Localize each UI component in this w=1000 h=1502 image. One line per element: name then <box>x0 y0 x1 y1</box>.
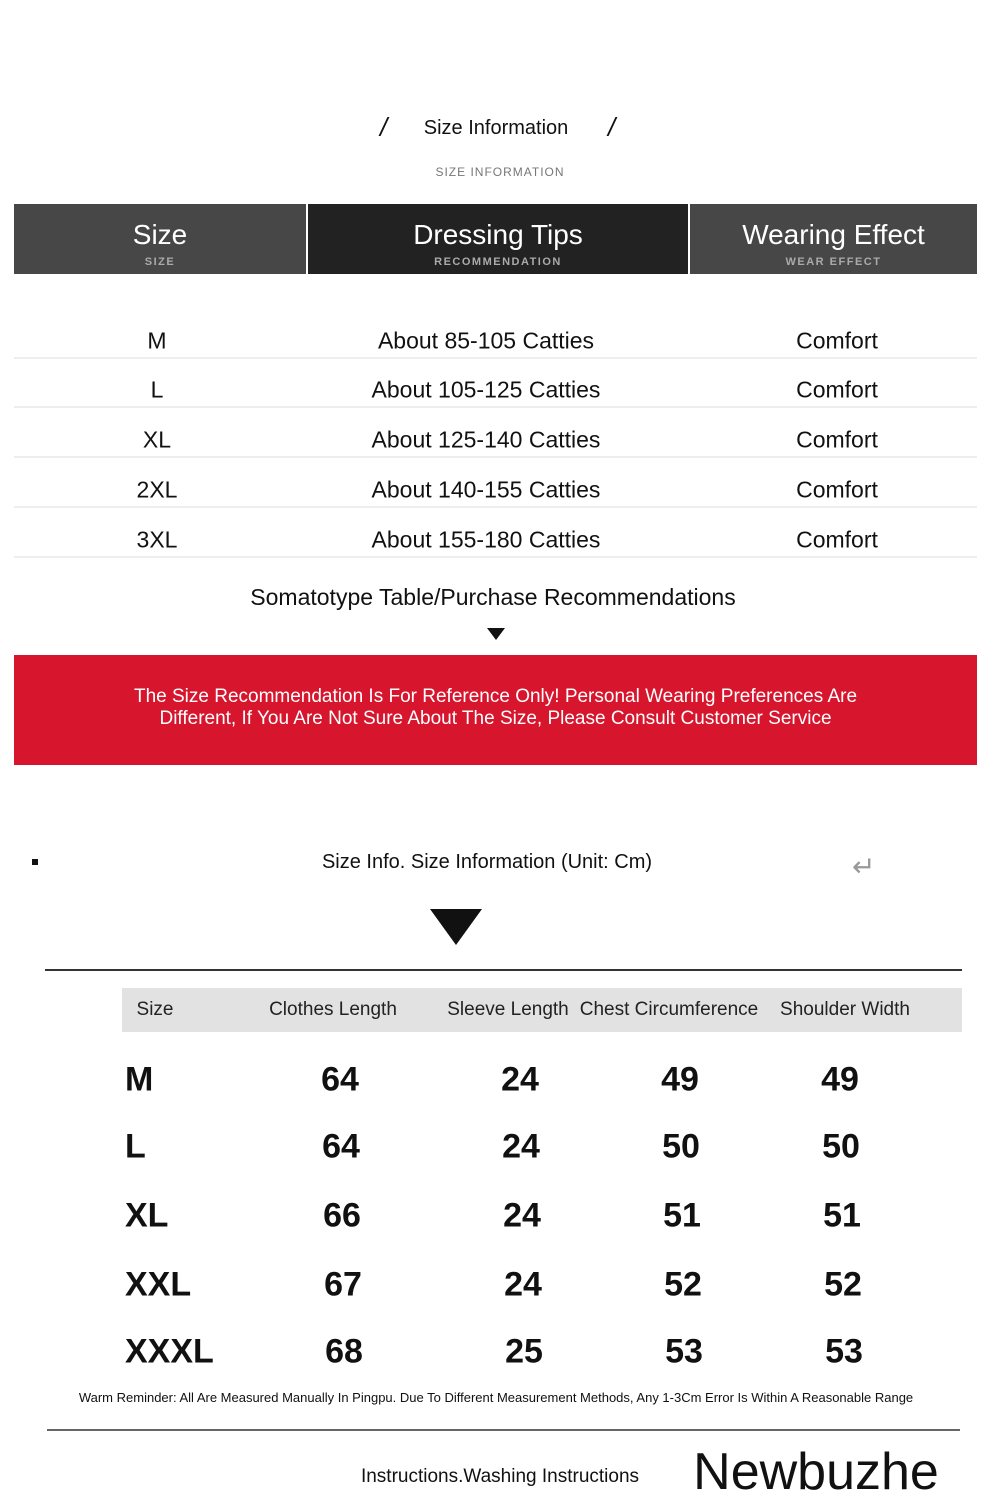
effect-cell: Comfort <box>796 376 878 403</box>
washing-instructions: Instructions.Washing Instructions <box>360 1466 640 1487</box>
measurement-cell: 25 <box>505 1332 543 1371</box>
brand-logo: Newbuzhe <box>693 1443 939 1501</box>
measurement-cell: 68 <box>325 1332 363 1371</box>
size-cell: L <box>150 376 164 403</box>
measurement-cell: 24 <box>502 1127 540 1166</box>
size-cell: M <box>147 327 167 354</box>
effect-cell: Comfort <box>796 476 878 503</box>
size-cell: XXXL <box>125 1332 214 1371</box>
return-arrow-icon: ↵ <box>852 851 876 882</box>
measurement-cell: 51 <box>663 1196 701 1235</box>
effect-cell: Comfort <box>796 327 878 354</box>
bullet-icon <box>32 859 38 865</box>
measurement-cell: 64 <box>321 1060 359 1099</box>
measurement-cell: 64 <box>322 1127 360 1166</box>
measurement-cell: 49 <box>661 1060 699 1099</box>
measurement-cell: 53 <box>665 1332 703 1371</box>
measurement-cell: 52 <box>664 1265 702 1304</box>
measurement-cell: 53 <box>825 1332 863 1371</box>
slash-decoration: / <box>608 112 616 142</box>
divider <box>45 969 962 971</box>
measurement-cell: 66 <box>323 1196 361 1235</box>
row-divider <box>14 357 977 359</box>
tip-cell: About 155-180 Catties <box>371 526 601 553</box>
measurements-title: Size Info. Size Information (Unit: Cm) <box>321 851 653 873</box>
measurement-cell: 49 <box>821 1060 859 1099</box>
size-cell: 2XL <box>136 476 178 503</box>
measurement-cell: 24 <box>504 1265 542 1304</box>
size-cell: XXL <box>125 1265 192 1304</box>
size-cell: XL <box>142 426 172 453</box>
measurement-cell: 52 <box>824 1265 862 1304</box>
header-dressing-tips: Dressing Tips RECOMMENDATION <box>308 204 688 274</box>
col-sleeve-length: Sleeve Length <box>447 999 569 1020</box>
col-shoulder: Shoulder Width <box>780 999 910 1020</box>
row-divider <box>14 456 977 458</box>
section-title: Size Information <box>423 117 569 139</box>
effect-cell: Comfort <box>796 426 878 453</box>
row-divider <box>14 506 977 508</box>
header-wearing-effect: Wearing Effect WEAR EFFECT <box>690 204 977 274</box>
size-cell: 3XL <box>136 526 178 553</box>
section-subtitle: SIZE INFORMATION <box>435 165 565 179</box>
tip-cell: About 85-105 Catties <box>377 327 595 354</box>
row-divider <box>14 556 977 558</box>
size-cell: L <box>125 1127 146 1166</box>
down-triangle-icon <box>430 909 482 945</box>
reference-banner: The Size Recommendation Is For Reference Only! Personal Wearing Preferences Are Different, If You Are Not Sure About The Size, Please Consult Customer Service <box>14 655 977 765</box>
col-size: Size <box>136 999 174 1020</box>
slash-decoration: / <box>380 112 388 142</box>
size-cell: M <box>125 1060 154 1099</box>
measurement-cell: 24 <box>501 1060 539 1099</box>
tip-cell: About 140-155 Catties <box>371 476 601 503</box>
tip-cell: About 105-125 Catties <box>371 376 601 403</box>
row-divider <box>14 406 977 408</box>
tip-cell: About 125-140 Catties <box>371 426 601 453</box>
measurement-cell: 67 <box>324 1265 362 1304</box>
measurement-cell: 51 <box>823 1196 861 1235</box>
down-triangle-icon <box>487 628 505 640</box>
size-cell: XL <box>125 1196 169 1235</box>
somatotype-label: Somatotype Table/Purchase Recommendations <box>250 584 736 610</box>
measurement-cell: 50 <box>822 1127 860 1166</box>
header-size: Size SIZE <box>14 204 306 274</box>
effect-cell: Comfort <box>796 526 878 553</box>
warm-reminder: Warm Reminder: All Are Measured Manually In Pingpu. Due To Different Measurement Methods, Any 1-3Cm Error Is Within A Reasonable Range <box>78 1390 914 1405</box>
col-chest: Chest Circumference <box>579 999 759 1020</box>
measurement-cell: 50 <box>662 1127 700 1166</box>
divider <box>47 1429 960 1431</box>
col-clothes-length: Clothes Length <box>269 999 397 1020</box>
measurement-cell: 24 <box>503 1196 541 1235</box>
